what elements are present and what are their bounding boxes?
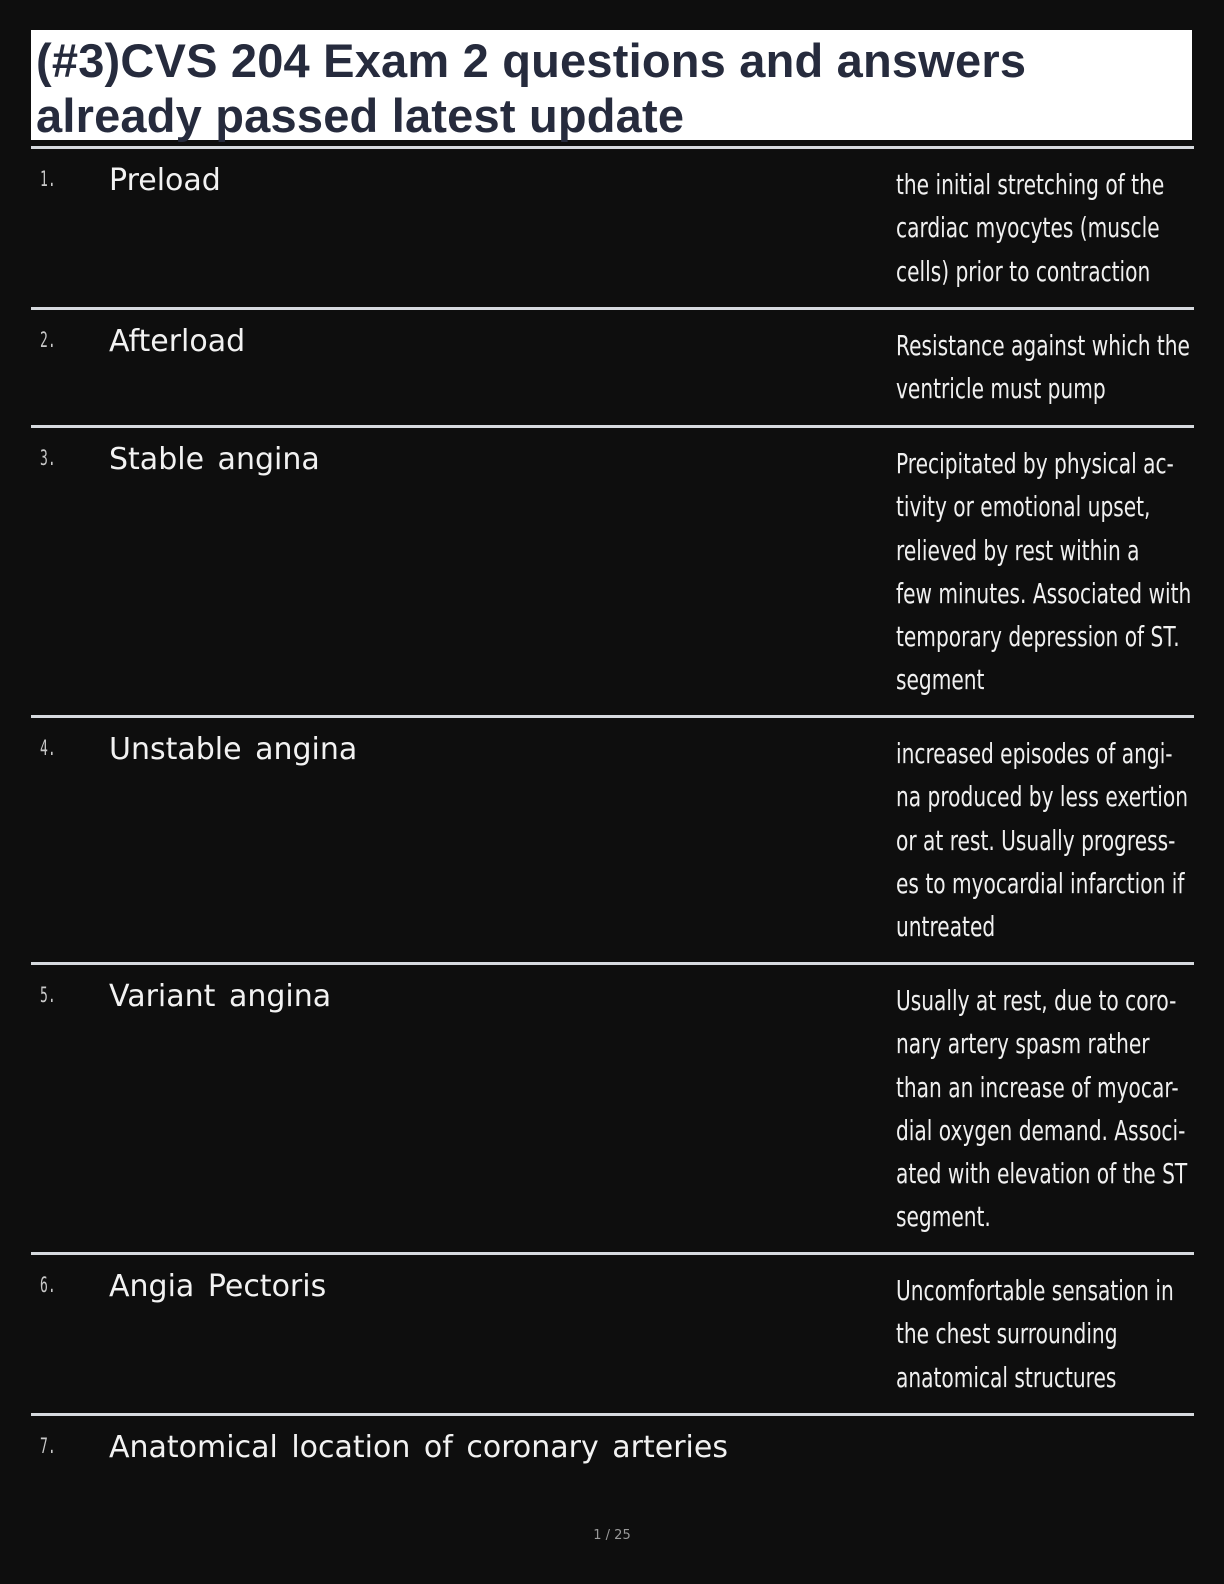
definition-line: ventricle must pump	[896, 372, 1106, 406]
definition-line: untreated	[896, 910, 996, 944]
definition-line: or at rest. Usually progress-	[896, 823, 1176, 857]
definition-line: relieved by rest within a	[896, 533, 1140, 567]
item-term: Preload	[109, 163, 221, 198]
definition-line: Usually at rest, due to coro-	[896, 984, 1177, 1017]
definition-line: the chest surrounding	[896, 1317, 1118, 1351]
divider	[31, 425, 1194, 428]
definition-line: ated with elevation of the ST	[896, 1157, 1188, 1191]
definition-line: es to myocardial infarction if	[896, 866, 1185, 900]
item-definition	[896, 442, 1192, 702]
divider	[31, 146, 1194, 149]
item-term: Stable angina	[109, 442, 320, 477]
definition-line: cells) prior to contraction	[896, 254, 1151, 288]
item-definition	[896, 732, 1189, 948]
document-title	[36, 33, 1188, 143]
definition-line: than an increase of myocar-	[896, 1070, 1179, 1104]
document-title-box	[31, 30, 1192, 140]
item-term: Unstable angina	[109, 732, 358, 767]
definition-line: segment	[896, 663, 985, 697]
item-number: 4.	[40, 736, 56, 760]
definition-line: few minutes. Associated with	[896, 576, 1192, 610]
item-definition	[896, 979, 1188, 1239]
item-term: Afterload	[109, 324, 246, 359]
divider	[31, 1413, 1194, 1416]
divider	[31, 715, 1194, 718]
item-number: 1.	[40, 167, 56, 191]
definition-line: Resistance against which the	[896, 329, 1190, 362]
definition-line: cardiac myocytes (muscle	[896, 211, 1160, 245]
divider	[31, 1252, 1194, 1255]
definition-line: increased episodes of angi-	[896, 737, 1173, 770]
document-title-line-1: (#3)CVS 204 Exam 2 questions and answers	[36, 34, 1027, 87]
definition-line: dial oxygen demand. Associ-	[896, 1113, 1186, 1147]
definition-line: anatomical structures	[896, 1360, 1117, 1394]
definition-line: na produced by less exertion	[896, 780, 1189, 814]
item-number: 5.	[40, 983, 56, 1007]
item-number: 6.	[40, 1273, 56, 1297]
definition-line: Uncomfortable sensation in	[896, 1274, 1174, 1307]
definition-line: nary artery spasm rather	[896, 1027, 1150, 1061]
item-number: 3.	[40, 446, 56, 470]
definition-line: tivity or emotional upset,	[896, 490, 1151, 524]
definition-line: Precipitated by physical ac-	[896, 447, 1174, 480]
item-number: 2.	[40, 328, 56, 352]
item-definition	[896, 1269, 1174, 1399]
definition-line: the initial stretching of the	[896, 168, 1165, 201]
item-definition	[896, 324, 1190, 411]
divider	[31, 307, 1194, 310]
definition-line: segment.	[896, 1200, 991, 1234]
page-number: 1 / 25	[593, 1528, 631, 1543]
item-term: Angia Pectoris	[109, 1269, 327, 1304]
divider	[31, 962, 1194, 965]
item-term: Variant angina	[109, 979, 332, 1014]
item-definition	[896, 163, 1165, 293]
definition-line: temporary depression of ST.	[896, 620, 1180, 654]
item-number: 7.	[40, 1434, 56, 1458]
document-title-line-2: already passed latest update	[36, 89, 685, 142]
item-term: Anatomical location of coronary arteries	[109, 1430, 728, 1465]
